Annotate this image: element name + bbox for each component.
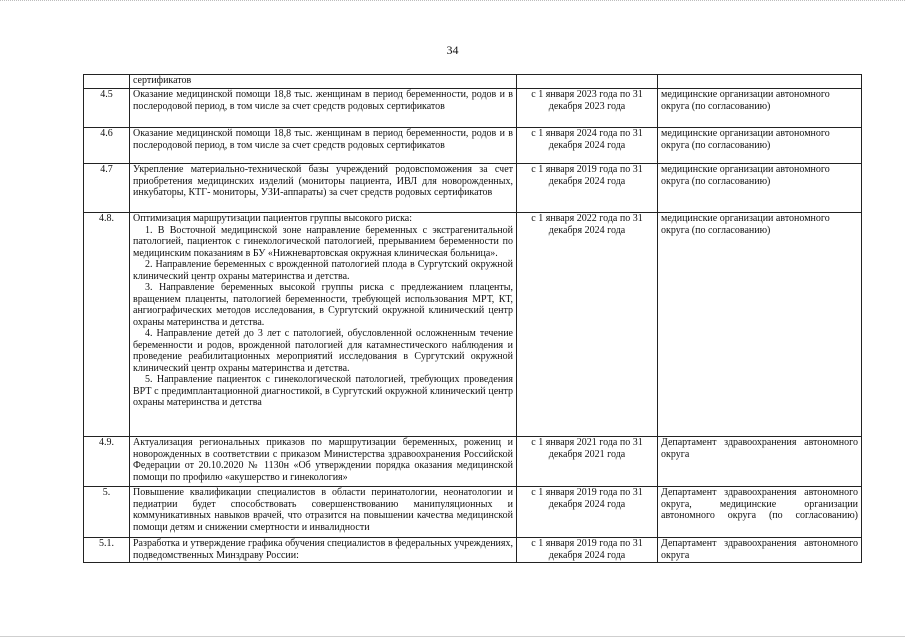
row-number: 4.6	[84, 128, 130, 164]
action-cell	[130, 164, 517, 213]
action-cell	[130, 75, 517, 89]
plan-table	[83, 74, 862, 563]
table-row	[84, 437, 862, 487]
action-text: Актуализация региональных приказов по маршрутизации беременных, рожениц и новорожденных в соответствии с приказом Министерства здравоохранения Российской Федерации от 20.10.2020 № 1130н «Об утверждении порядка оказания медицинской помощи по профилю «акушерство и гинекология»	[133, 437, 513, 483]
action-cell	[130, 437, 517, 487]
term-cell: с 1 января 2023 года по 31 декабря 2023 года	[517, 89, 658, 128]
table-row	[84, 75, 862, 89]
term-cell: с 1 января 2019 года по 31 декабря 2024 года	[517, 164, 658, 213]
responsible-cell	[658, 487, 862, 538]
action-item: 5. Направление пациенток с гинекологической патологией, требующих проведения ВРТ с предимплантационной диагностикой, в Сургутский окружной клинический центр охраны материнства и детства	[133, 374, 513, 408]
table-row	[84, 538, 862, 563]
term-cell	[517, 75, 658, 89]
table-row	[84, 487, 862, 538]
responsible-cell: медицинские организации автономного округа (по согласованию)	[658, 213, 862, 437]
term-cell: с 1 января 2021 года по 31 декабря 2021 года	[517, 437, 658, 487]
action-text: Разработка и утверждение графика обучения специалистов в федеральных учреждениях, подведомственных Минздраву России:	[133, 538, 513, 561]
scan-edge-bottom	[0, 636, 905, 637]
action-cell	[130, 538, 517, 563]
action-cell	[130, 89, 517, 128]
responsible-cell	[658, 437, 862, 487]
action-item: 3. Направление беременных высокой группы риска с предлежанием плаценты, вращением плаценты, патологией беременности, требующей использования МРТ, КТ, ангиографических методов исследования, в Сургутский окружной клинический центр охраны материнства и детства.	[133, 282, 513, 328]
table-row	[84, 164, 862, 213]
responsible-cell: медицинские организации автономного округа (по согласованию)	[658, 89, 862, 128]
responsible-cell	[658, 538, 862, 563]
action-text: Оптимизация маршрутизации пациентов группы высокого риска:	[133, 213, 413, 224]
responsible-text: Департамент здравоохранения автономного округа, медицинские организации автономного округа (по согласованию)	[661, 487, 858, 521]
action-text: Укрепление материально-технической базы учреждений родовспоможения за счет приобретения медицинских изделий (мониторы пациента, ИВЛ для новорожденных, инкубаторы, КТГ- мониторы, УЗИ-аппараты) за счет средств родовых сертификатов	[133, 164, 513, 198]
responsible-cell	[658, 75, 862, 89]
page-number: 34	[446, 43, 459, 57]
row-number: 4.8.	[84, 213, 130, 437]
action-text: Повышение квалификации специалистов в области перинатологии, неонатологии и педиатрии будет способствовать совершенствованию манипуляционных и коммуникативных навыков врачей, что отразится на повышении качества медицинской помощи детям и снижении смертности и инвалидности	[133, 487, 513, 533]
responsible-text: Департамент здравоохранения автономного округа	[661, 538, 858, 561]
table-row	[84, 89, 862, 128]
row-number: 5.1.	[84, 538, 130, 563]
action-item: 1. В Восточной медицинской зоне направление беременных с экстрагенитальной патологией, пациенток с гинекологической патологией, прерыванием беременности по медицинским показаниям в БУ «Нижневартовская окружная клиническая больница».	[133, 224, 513, 259]
action-cell	[130, 128, 517, 164]
action-item: 2. Направление беременных с врожденной патологией плода в Сургутский окружной клинический центр охраны материнства и детства.	[133, 259, 513, 282]
table-row	[84, 213, 862, 437]
action-text: Оказание медицинской помощи 18,8 тыс. женщинам в период беременности, родов и в послеродовой период, в том числе за счет средств родовых сертификатов	[133, 89, 513, 112]
scan-edge	[0, 0, 905, 17]
term-cell: с 1 января 2024 года по 31 декабря 2024 года	[517, 128, 658, 164]
action-item: 4. Направление детей до 3 лет с патологией, обусловленной осложненным течение беременности и родов, врожденной патологией для катамнестического наблюдения и проведение реабилитационных мероприятий исследования в Сургутский окружной клинический центр охраны материнства и детства.	[133, 328, 513, 374]
row-number: 4.9.	[84, 437, 130, 487]
row-number: 5.	[84, 487, 130, 538]
action-cell	[130, 487, 517, 538]
term-cell: с 1 января 2019 года по 31 декабря 2024 года	[517, 538, 658, 563]
row-number: 4.5	[84, 89, 130, 128]
row-number	[84, 75, 130, 89]
responsible-cell: медицинские организации автономного округа (по согласованию)	[658, 164, 862, 213]
responsible-cell: медицинские организации автономного округа (по согласованию)	[658, 128, 862, 164]
term-cell: с 1 января 2019 года по 31 декабря 2024 года	[517, 487, 658, 538]
row-number: 4.7	[84, 164, 130, 213]
table-row	[84, 128, 862, 164]
action-cell	[130, 213, 517, 437]
responsible-text: Департамент здравоохранения автономного округа	[661, 437, 858, 460]
term-cell: с 1 января 2022 года по 31 декабря 2024 года	[517, 213, 658, 437]
action-text: сертификатов	[133, 75, 192, 86]
action-text: Оказание медицинской помощи 18,8 тыс. женщинам в период беременности, родов и в послеродовой период, в том числе за счет средств родовых сертификатов	[133, 128, 513, 151]
